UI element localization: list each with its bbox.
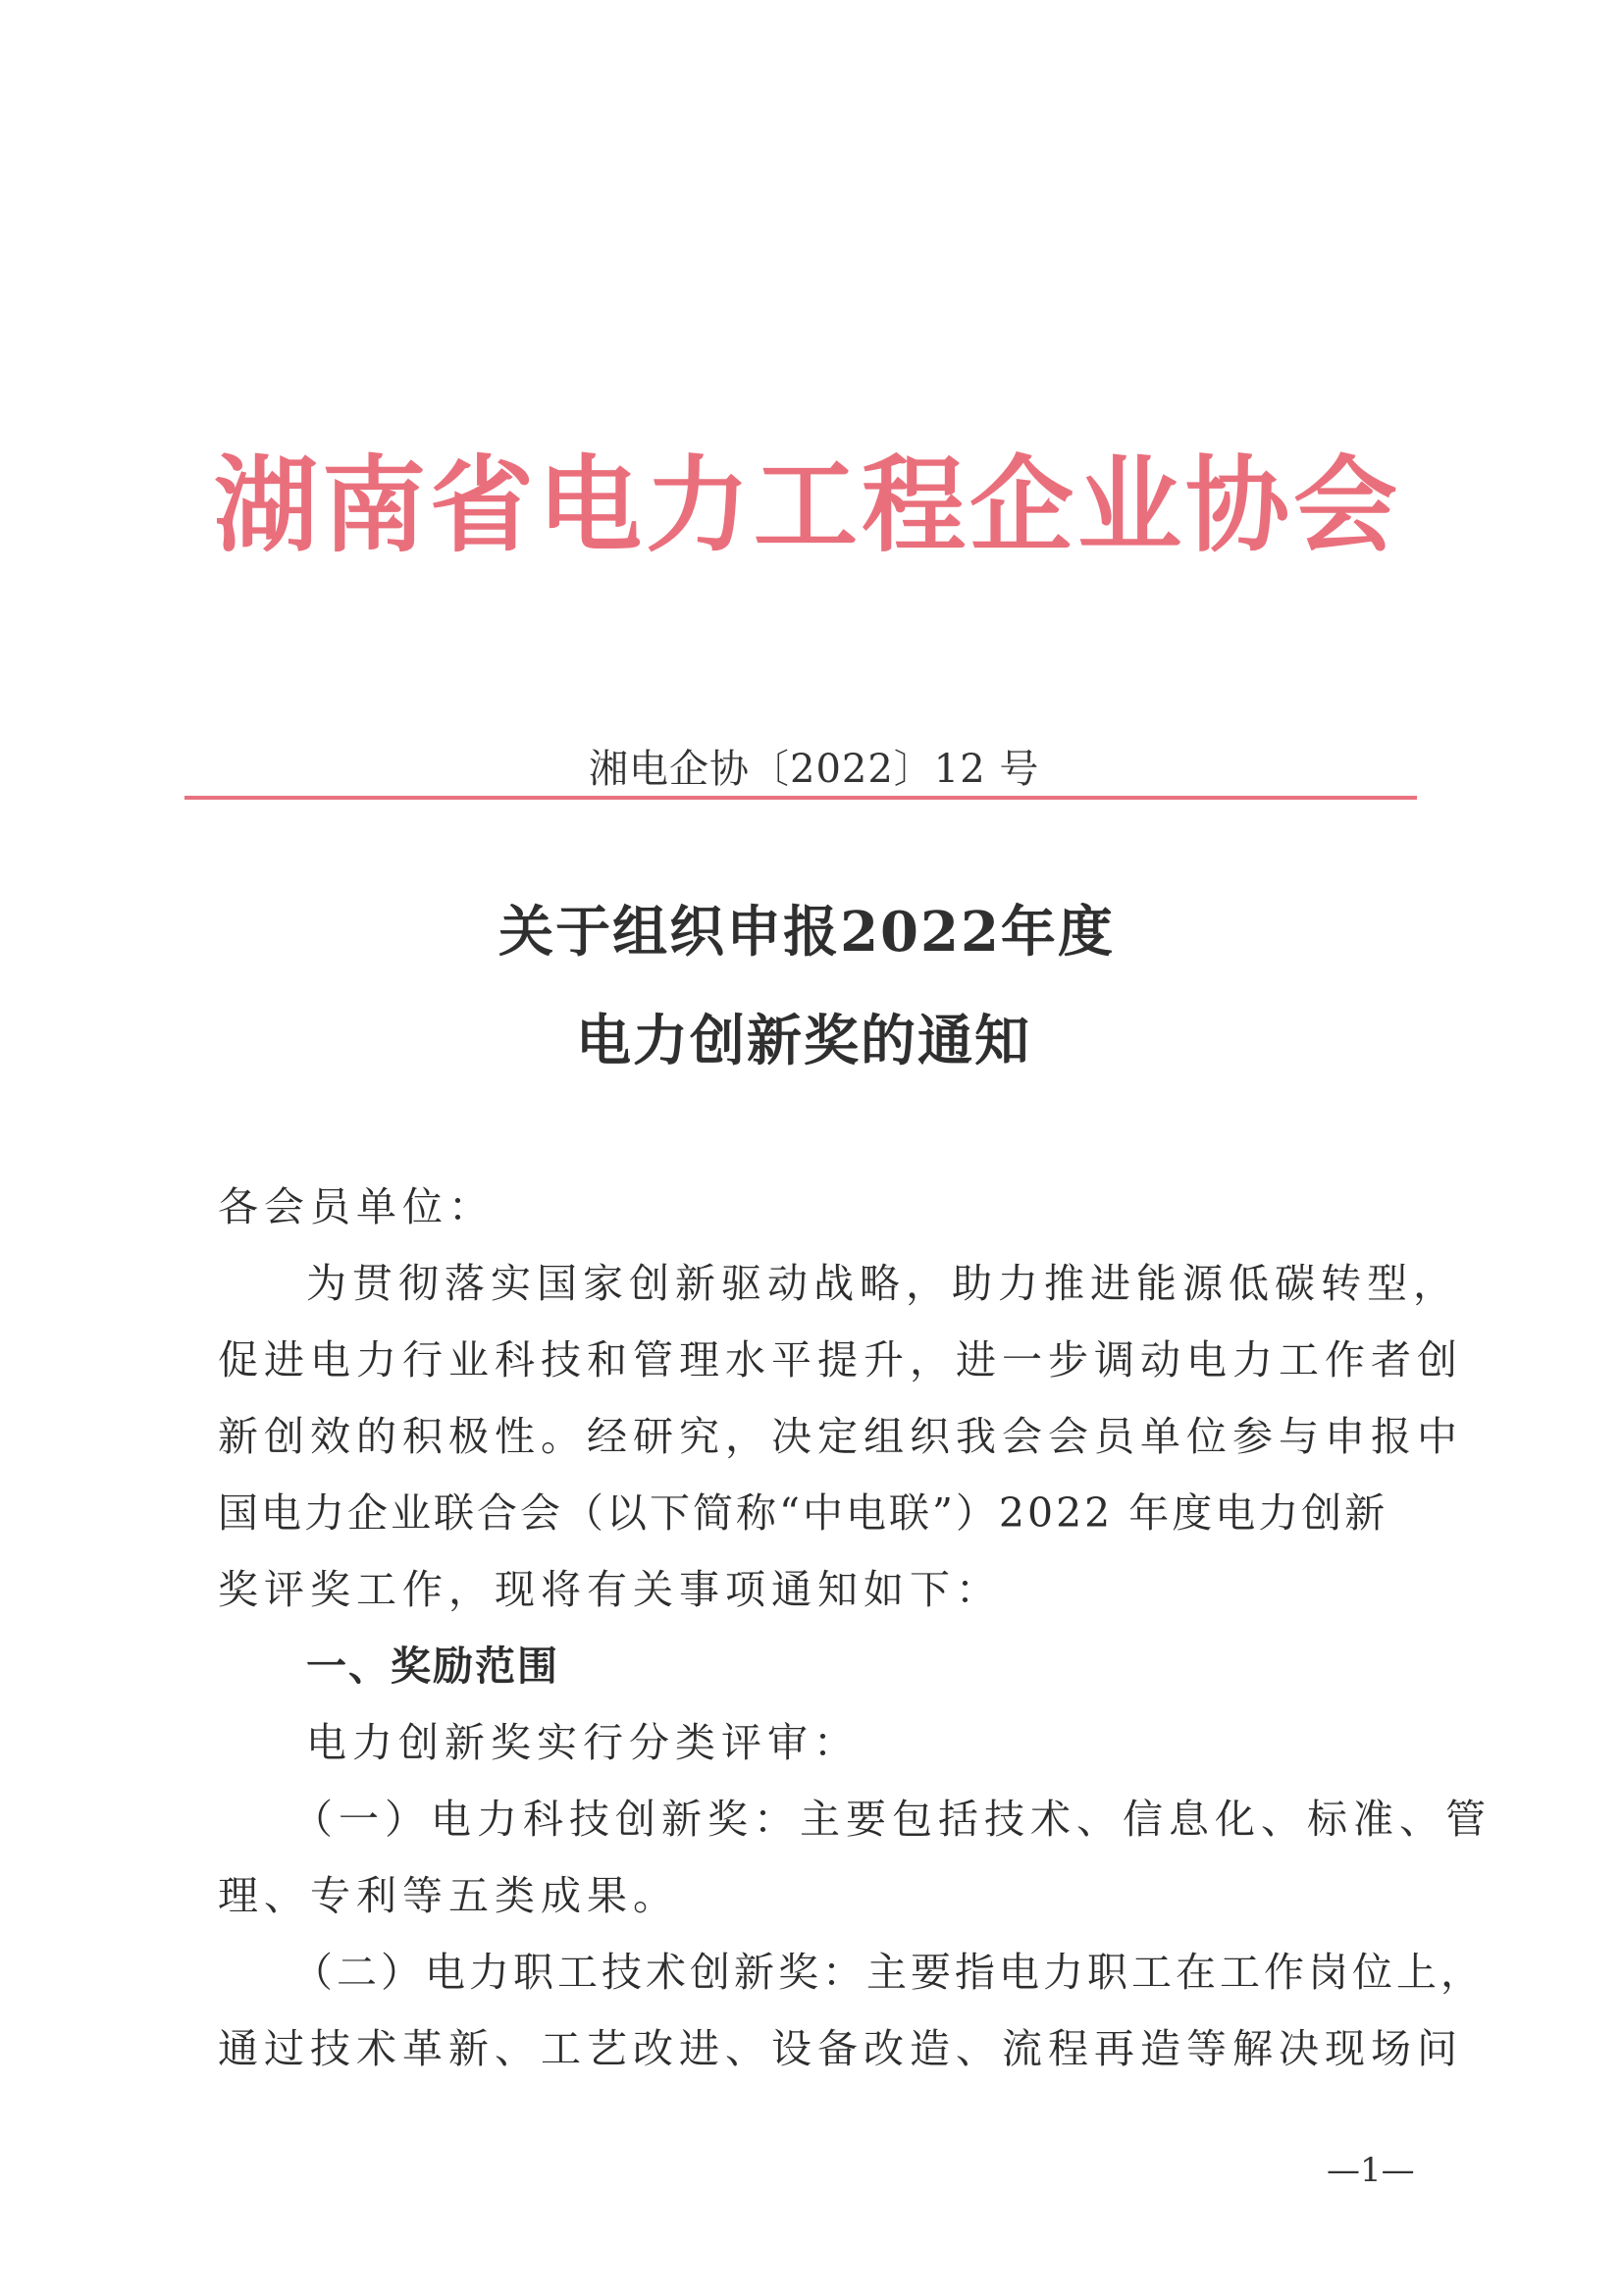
organization-header: 湖南省电力工程企业协会 <box>214 444 1401 566</box>
body-paragraph-line: 新创效的积极性。经研究，决定组织我会会员单位参与申报中 <box>218 1413 1463 1460</box>
body-paragraph-line: 国电力企业联合会（以下简称“中电联”）2022 年度电力创新 <box>218 1489 1388 1537</box>
red-divider-line <box>184 796 1417 800</box>
document-title-line-1: 关于组织申报2022年度 <box>498 900 1115 965</box>
body-paragraph-line: 理、专利等五类成果。 <box>218 1872 679 1919</box>
body-paragraph-line: 奖评奖工作，现将有关事项通知如下： <box>218 1566 1002 1613</box>
document-title-line-2: 电力创新奖的通知 <box>576 1009 1031 1073</box>
body-paragraph-line: （二）电力职工技术创新奖：主要指电力职工在工作岗位上， <box>292 1949 1485 1996</box>
document-number: 湘电企协〔2022〕12 号 <box>589 747 1040 792</box>
body-paragraph-line: （一）电力科技创新奖：主要包括技术、信息化、标准、管 <box>292 1796 1492 1843</box>
body-paragraph-line: 通过技术革新、工艺改进、设备改造、流程再造等解决现场问 <box>218 2025 1463 2072</box>
body-paragraph-line: 电力创新奖实行分类评审： <box>306 1719 860 1766</box>
section-heading: 一、奖励范围 <box>306 1643 559 1690</box>
body-paragraph-line: 为贯彻落实国家创新驱动战略，助力推进能源低碳转型， <box>306 1260 1459 1307</box>
body-paragraph-line: 促进电力行业科技和管理水平提升，进一步调动电力工作者创 <box>218 1336 1463 1383</box>
salutation: 各会员单位： <box>218 1183 495 1230</box>
page-number: —1— <box>1327 2151 1415 2190</box>
